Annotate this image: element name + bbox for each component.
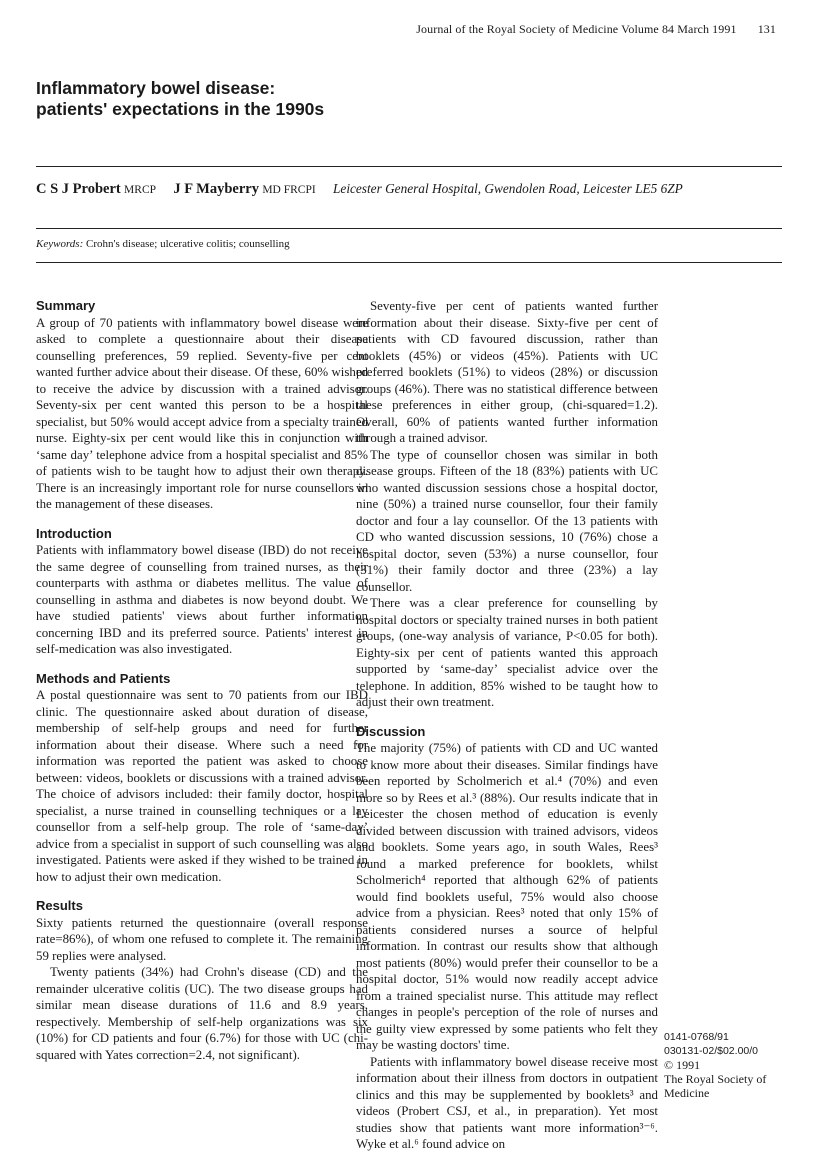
page-number: 131 bbox=[757, 22, 776, 36]
keywords bbox=[36, 238, 776, 250]
discussion-heading: Discussion bbox=[356, 723, 426, 739]
issn: 0141-0768/91 bbox=[664, 1031, 729, 1043]
volume: Volume 84 bbox=[621, 22, 675, 36]
divider-top bbox=[36, 166, 782, 167]
author-block bbox=[36, 179, 786, 200]
divider-authors bbox=[36, 228, 782, 229]
column-left bbox=[36, 298, 368, 1063]
results-paragraph: Seventy-five per cent of patients wanted further information about their disease. Sixty-five per cent of patients with CD favoured discussion, rather than booklets (45%) or videos (45%). Patients with UC preferred booklets (51%) to videos (28%) or discussion groups (46%). There was no statistical difference between these preferences in either group, (chi-squared=1.2). Overall, 60% of patients wanted further information through a trained advisor. bbox=[356, 299, 658, 445]
price-code: 030131-02/$02.00/0 bbox=[664, 1045, 759, 1057]
discussion-paragraph: The majority (75%) of patients with CD and UC wanted to know more about their diseases. Similar findings have been reported by Scholmerich et al.⁴ (70%) and even more so by Rees et al.³ (88%). Our results indicate that in Leicester the chosen method of education is evenly divided between discussion with trained advisors, videos and booklets. Some years ago, in south Wales, Rees³ found a marked preference for booklets, whilst Scholmerich⁴ reported that although 62% of patients would find booklets useful, 75% would also choose advice from a physician. Rees³ noted that only 15% of patients considered nurses a source of helpful information. In contrast our results show that although most patients (80%) would prefer their counsellor to be a hospital doctor, 51% would now readily accept advice from a trained specialist nurse. This attitude may reflect changes in people's perception of the role of nurses and the guilty view expressed by some patients who felt they may be wasting doctors' time. bbox=[356, 741, 658, 1052]
publication-note bbox=[664, 1030, 784, 1100]
discussion-paragraph: Patients with inflammatory bowel disease receive most information about their illness from doctors in outpatient clinics and this may be supplemented by booklets³ and videos (Probert CSJ, et al., in preparation). Yet most studies show that patients want more information³⁻⁶. Wyke et al.⁶ found advice on bbox=[356, 1054, 658, 1151]
results-paragraph: Twenty patients (34%) had Crohn's disease (CD) and the remainder ulcerative colitis (UC). The two disease groups had similar mean disease durations of 11.6 and 8.9 years, respectively. Membership of self-help organizations was six (10%) for CD patients and four (6.7%) for those with UC (chi-squared with Yates correction=2.4, not significant). bbox=[36, 965, 368, 1062]
journal-name: Journal of the Royal Society of Medicine bbox=[416, 22, 619, 36]
results-paragraph: There was a clear preference for counselling by hospital doctors or specialty trained nurses in both patient groups, (one-way analysis of variance, P<0.05 for both). Eighty-six per cent of patients wanted this approach supported by ‘same-day’ specialist advice over the telephone. In addition, 85% wished to be taught how to adjust their own treatment. bbox=[356, 596, 658, 709]
keywords-label: Keywords: bbox=[36, 238, 84, 250]
title-line-2: patients' expectations in the 1990s bbox=[36, 99, 325, 119]
publisher: The Royal Society of Medicine bbox=[664, 1072, 767, 1100]
methods-heading: Methods and Patients bbox=[36, 670, 171, 686]
keywords-text: Crohn's disease; ulcerative colitis; counselling bbox=[86, 238, 290, 250]
column-right bbox=[356, 298, 658, 1153]
introduction-heading: Introduction bbox=[36, 525, 112, 541]
summary-heading: Summary bbox=[36, 298, 96, 313]
author-1-degrees: MRCP bbox=[124, 184, 157, 196]
results-paragraph: The type of counsellor chosen was similar in both disease groups. Fifteen of the 18 (83%) patients with UC who wanted discussion sessions chose a hospital doctor, nine (50%) a trained nurse counsellor, four their family doctor and four a lay counsellor. Of the 13 patients with CD who wanted discussion sessions, 10 (76%) chose a hospital doctor, seven (53%) a nurse counsellor, four (31%) their family doctor and three (23%) a lay counsellor. bbox=[356, 447, 658, 594]
title-line-1: Inflammatory bowel disease: bbox=[36, 78, 276, 98]
running-head bbox=[416, 22, 776, 37]
results-heading: Results bbox=[36, 898, 83, 913]
methods-text: A postal questionnaire was sent to 70 patients from our IBD clinic. The questionnaire asked about duration of disease, membership of self-help groups and need for further information about their disease. Where such a need for information was reported the patient was asked to choose between: videos, booklets or discussions with a trained advisor. The choice of advisors included: their family doctor, hospital specialist, a nurse trained in counselling techniques or a lay counsellor from a self-help group. The role of ‘same-day’ advice from a specialist in support of such counselling was also investigated. Patients were asked if they wished to be trained in how to adjust their own medication. bbox=[36, 688, 368, 884]
author-1-name: C S J Probert bbox=[36, 181, 121, 197]
article-title bbox=[36, 78, 456, 120]
issue-date: March 1991 bbox=[677, 22, 737, 36]
author-2-degrees: MD FRCPI bbox=[262, 184, 316, 196]
summary-text: A group of 70 patients with inflammatory bowel disease were asked to complete a questionnaire about their disease counselling preferences, 59 replied. Seventy-five per cent wanted further advice about their disease. Of these, 60% wished to receive the advice by discussion with a trained advisor. Seventy-six per cent wanted this person to be a hospital specialist, but 50% would accept advice from a specialty trained nurse. Eighty-six per cent would like this in conjunction with ‘same day’ telephone advice from a hospital specialist and 85% of patients wish to be taught how to adjust their own therapy. There is an increasingly important role for nurse counsellors in the management of these diseases. bbox=[36, 315, 368, 511]
introduction-text: Patients with inflammatory bowel disease (IBD) do not receive the same degree of counselling from trained nurses, as their counterparts with asthma or diabetes mellitus. The value of counselling in asthma and diabetes is now beyond doubt. We have studied patients' views about further information concerning IBD and its preferred source. Patients' interest in self-medication was also investigated. bbox=[36, 543, 368, 656]
author-2-name: J F Mayberry bbox=[173, 181, 259, 197]
affiliation: Leicester General Hospital, Gwendolen Road, Leicester LE5 6ZP bbox=[333, 181, 683, 196]
copyright: © 1991 bbox=[664, 1058, 701, 1072]
divider-keywords bbox=[36, 262, 782, 263]
results-paragraph: Sixty patients returned the questionnaire (overall response rate=86%), of whom one refused to complete it. The remaining 59 replies were analysed. bbox=[36, 915, 368, 963]
